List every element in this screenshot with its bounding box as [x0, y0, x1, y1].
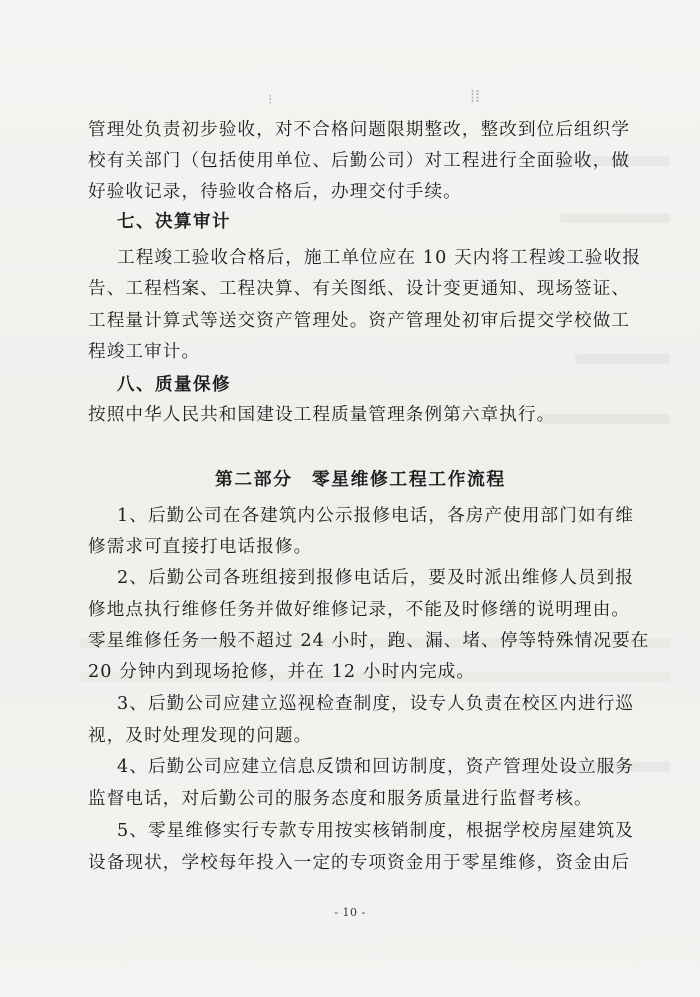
- body-line: 5、零星维修实行专款专用按实核销制度，根据学校房屋建筑及: [117, 821, 635, 841]
- body-line: 3、后勤公司应建立巡视检查制度，设专人负责在校区内进行巡: [117, 694, 635, 714]
- body-line: 校有关部门（包括使用单位、后勤公司）对工程进行全面验收，做: [88, 151, 631, 171]
- page-number: - 10 -: [334, 906, 366, 919]
- body-line: 工程量计算式等送交资产管理处。资产管理处初审后提交学校做工: [88, 311, 631, 331]
- body-line: 20 分钟内到现场抢修，并在 12 小时内完成。: [88, 662, 476, 682]
- body-line: 视，及时处理发现的问题。: [88, 726, 313, 746]
- body-line: 2、后勤公司各班组接到报修电话后，要及时派出维修人员到报: [117, 568, 635, 588]
- section-heading-settlement-audit: 七、决算审计: [117, 212, 231, 232]
- bleed-through-shadow: [540, 414, 670, 424]
- scan-speck: ⁝: [268, 92, 273, 108]
- bleed-through-shadow: [575, 354, 670, 364]
- body-line: 管理处负责初步验收，对不合格问题限期整改，整改到位后组织学: [88, 120, 631, 140]
- scan-speck: ⁞⁞: [470, 86, 481, 107]
- body-line: 设备现状，学校每年投入一定的专项资金用于零星维修，资金由后: [88, 853, 631, 873]
- body-line: 监督电话，对后勤公司的服务态度和服务质量进行监督考核。: [88, 789, 593, 809]
- body-line: 修地点执行维修任务并做好维修记录，不能及时修缮的说明理由。: [88, 600, 631, 620]
- body-line: 4、后勤公司应建立信息反馈和回访制度，资产管理处设立服务: [117, 757, 635, 777]
- body-line: 零星维修任务一般不超过 24 小时，跑、漏、堵、停等特殊情况要在: [88, 631, 650, 651]
- bleed-through-shadow: [560, 213, 670, 223]
- body-line: 好验收记录，待验收合格后，办理交付手续。: [88, 182, 462, 202]
- body-line: 工程竣工验收合格后，施工单位应在 10 天内将工程竣工验收报: [117, 248, 642, 268]
- body-line: 修需求可直接打电话报修。: [88, 537, 313, 557]
- section-heading-quality-warranty: 八、质量保修: [117, 375, 231, 395]
- body-line: 告、工程档案、工程决算、有关图纸、设计变更通知、现场签证、: [88, 279, 631, 299]
- part-two-title: 第二部分 零星维修工程工作流程: [215, 469, 506, 490]
- body-line: 按照中华人民共和国建设工程质量管理条例第六章执行。: [88, 405, 556, 425]
- body-line: 程竣工审计。: [88, 342, 201, 362]
- body-line: 1、后勤公司在各建筑内公示报修电话，各房产使用部门如有维: [117, 506, 635, 526]
